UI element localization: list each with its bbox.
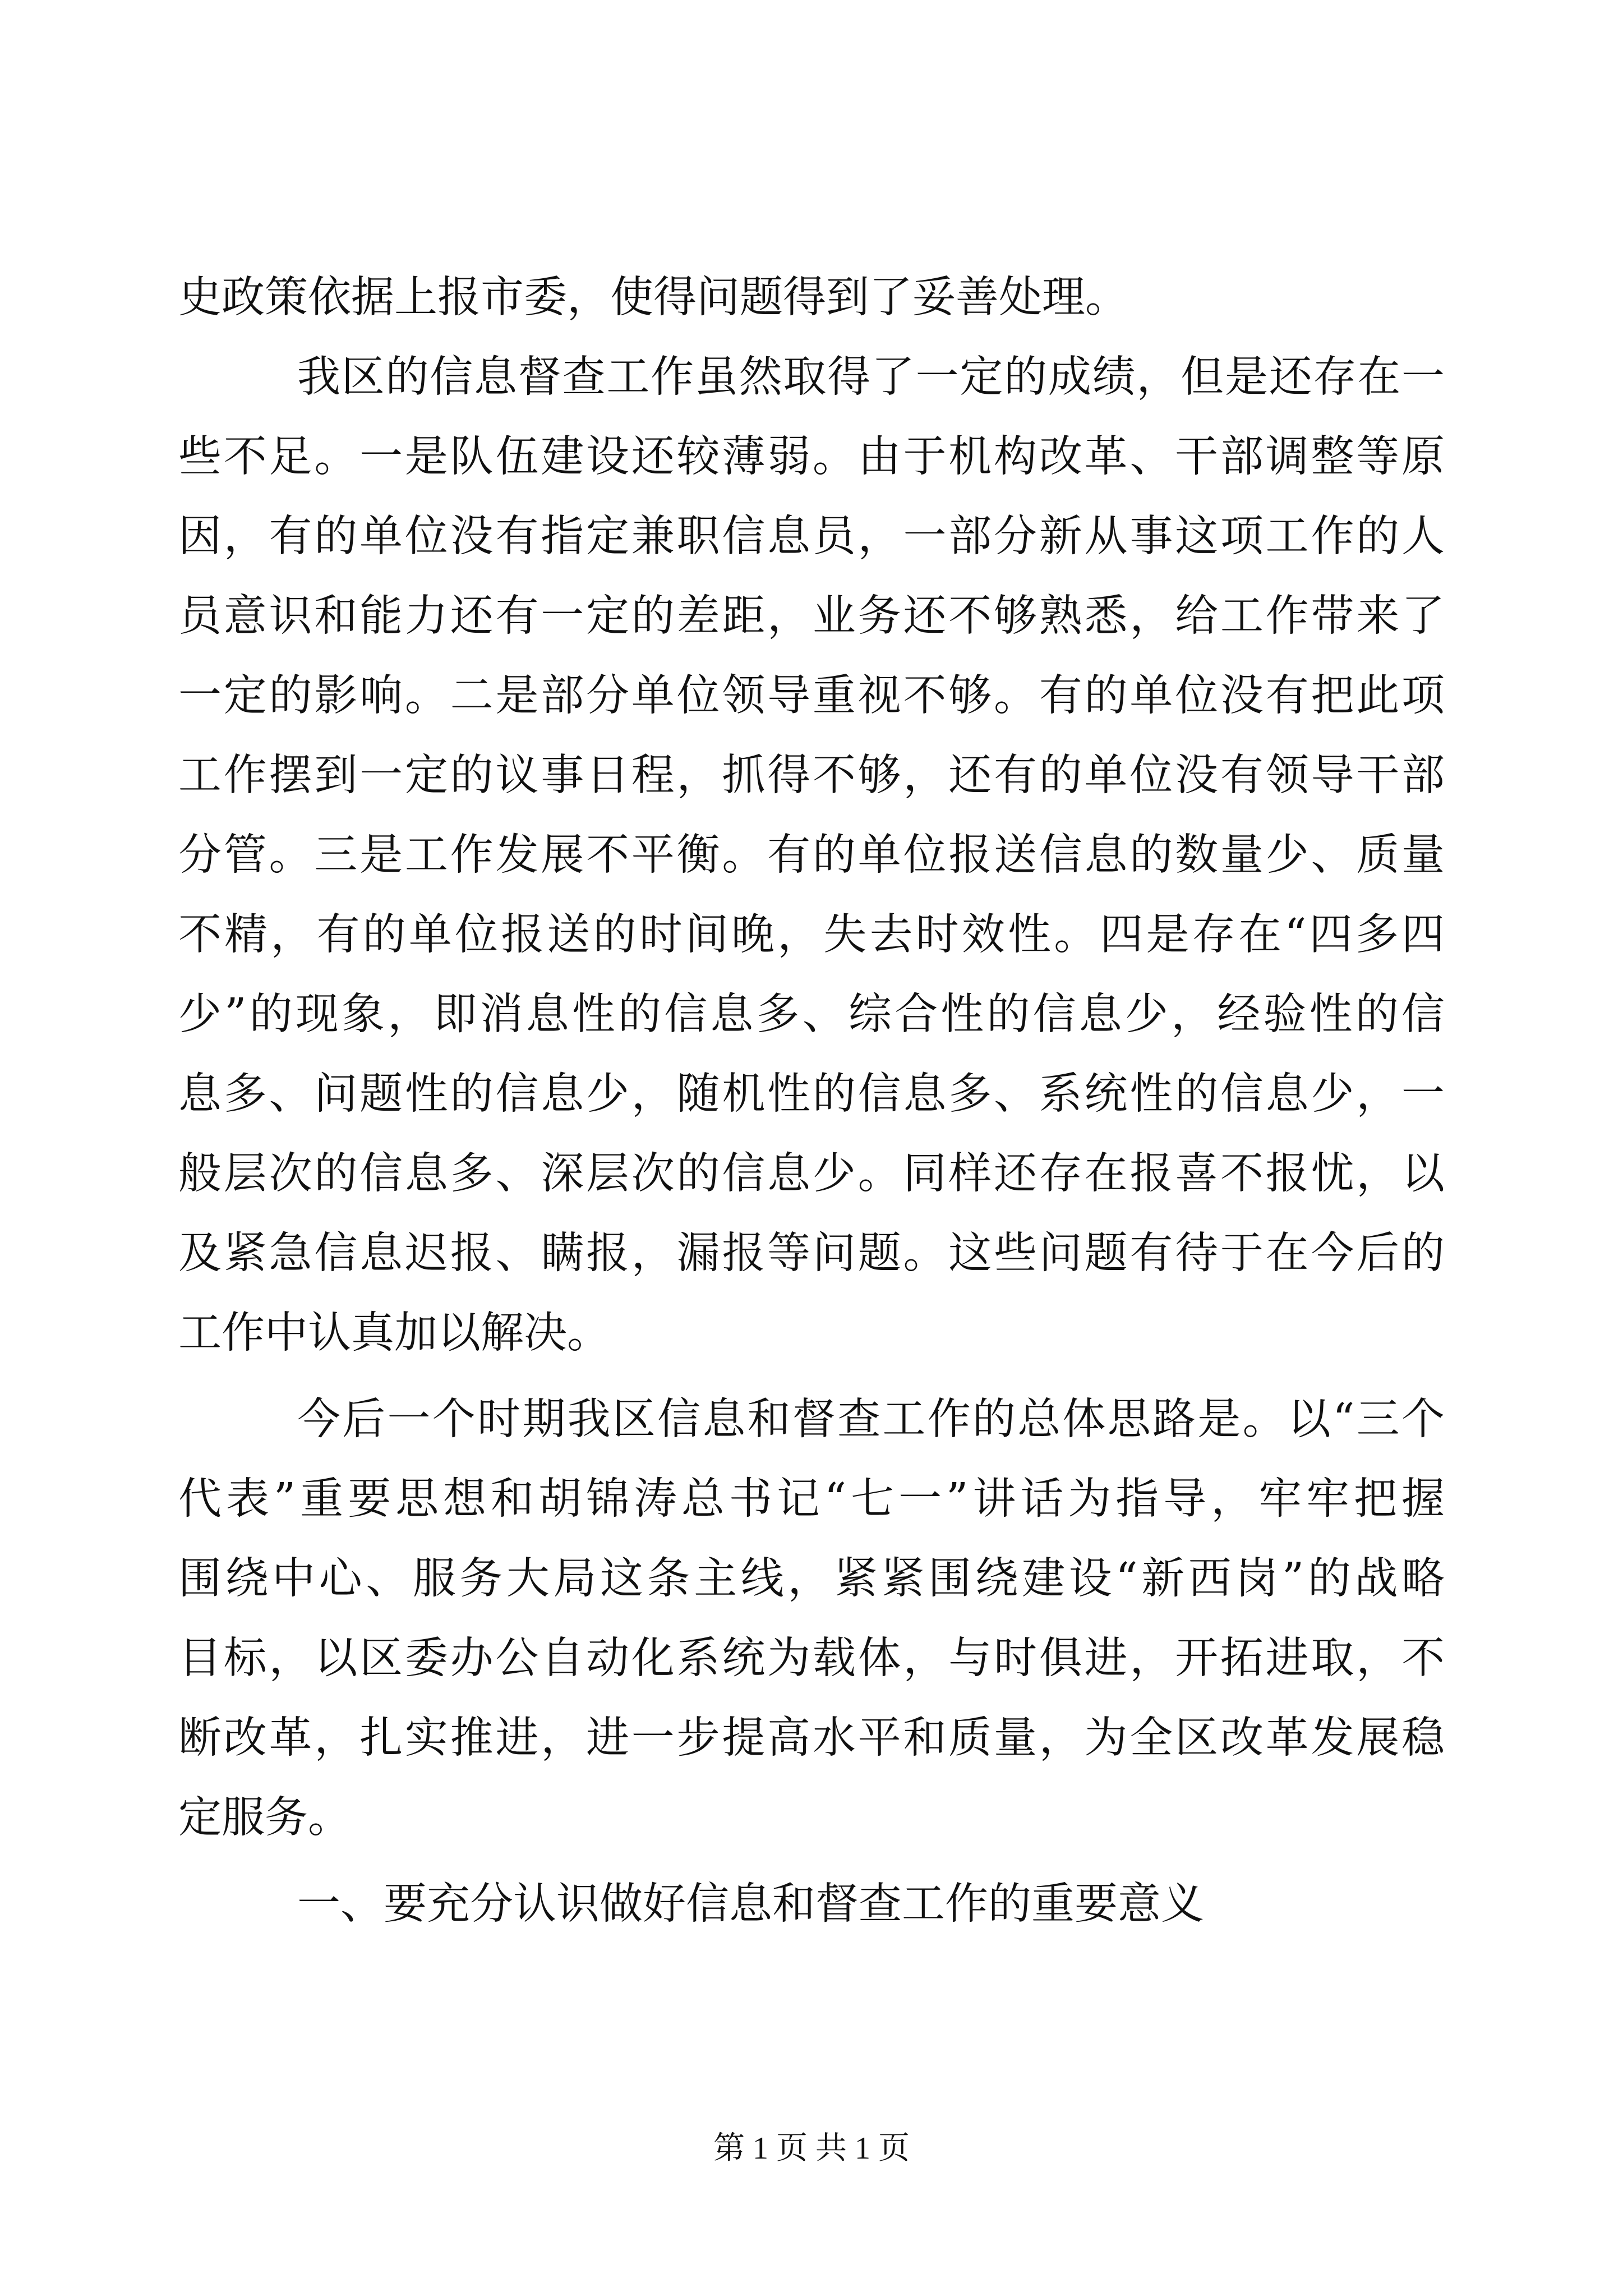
text-line: 一定的影响。二是部分单位领导重视不够。有的单位没有把此项 [178, 671, 1445, 721]
text-line: 员意识和能力还有一定的差距，业务还不够熟悉，给工作带来了 [178, 591, 1445, 641]
text-line: 史政策依据上报市委，使得问题得到了妥善处理。 [178, 273, 1128, 323]
text-line: 些不足。一是队伍建设还较薄弱。由于机构改革、干部调整等原 [178, 432, 1445, 482]
text-line: 代表”重要思想和胡锦涛总书记“七一”讲话为指导，牢牢把握 [178, 1474, 1445, 1524]
paragraph-gap [178, 1373, 1445, 1380]
text-line: 断改革，扎实推进，进一步提高水平和质量，为全区改革发展稳 [178, 1713, 1445, 1763]
paragraph-start-line: 我区的信息督查工作虽然取得了一定的成绩，但是还存在一 [297, 352, 1445, 402]
text-line: 及紧急信息迟报、瞒报，漏报等问题。这些问题有待于在今后的 [178, 1228, 1445, 1278]
text-line: 分管。三是工作发展不平衡。有的单位报送信息的数量少、质量 [178, 830, 1445, 880]
page-number-footer: 第 1 页 共 1 页 [713, 2131, 910, 2166]
text-line: 目标，以区委办公自动化系统为载体，与时俱进，开拓进取，不 [178, 1634, 1445, 1683]
text-line: 少”的现象，即消息性的信息多、综合性的信息少，经验性的信 [178, 990, 1445, 1039]
text-line: 工作摆到一定的议事日程，抓得不够，还有的单位没有领导干部 [178, 751, 1445, 800]
text-line: 般层次的信息多、深层次的信息少。同样还存在报喜不报忧，以 [178, 1149, 1445, 1199]
text-line: 定服务。 [178, 1793, 351, 1843]
text-line: 围绕中心、服务大局这条主线，紧紧围绕建设“新西岗”的战略 [178, 1554, 1445, 1604]
paragraph-start-line: 今后一个时期我区信息和督查工作的总体思路是。以“三个 [297, 1395, 1445, 1444]
text-line: 因，有的单位没有指定兼职信息员，一部分新从事这项工作的人 [178, 512, 1445, 562]
text-line: 息多、问题性的信息少，随机性的信息多、系统性的信息少，一 [178, 1069, 1445, 1119]
text-line: 不精，有的单位报送的时间晚，失去时效性。四是存在“四多四 [178, 910, 1445, 960]
text-line: 工作中认真加以解决。 [178, 1308, 610, 1358]
section-heading: 一、要充分认识做好信息和督查工作的重要意义 [297, 1879, 1204, 1929]
document-body [178, 258, 1445, 1944]
paragraph-gap [178, 1858, 1445, 1865]
